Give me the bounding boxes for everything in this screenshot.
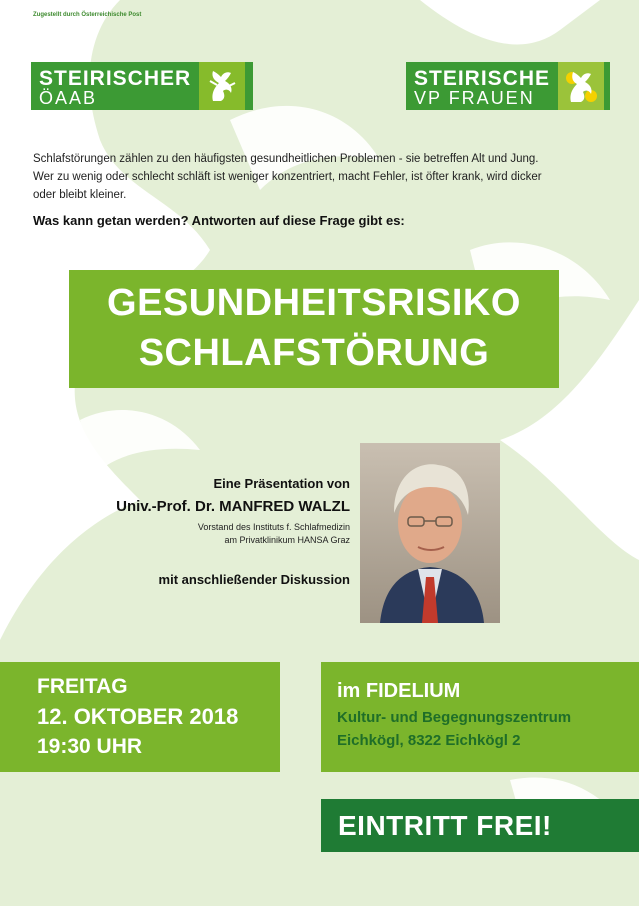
event-day: FREITAG bbox=[37, 675, 128, 698]
speaker-name: Univ.-Prof. Dr. MANFRED WALZL bbox=[116, 498, 350, 515]
styrian-panther-flower-icon bbox=[558, 62, 604, 110]
event-time: 19:30 UHR bbox=[37, 735, 143, 758]
logo-oeaab-line1: STEIRISCHER bbox=[39, 66, 192, 90]
event-title bbox=[69, 270, 559, 388]
venue-address: Eichkögl, 8322 Eichkögl 2 bbox=[337, 732, 521, 749]
intro-line: Schlafstörungen zählen zu den häufigsten gesundheitlichen Problemen - sie betreffen Alt und Jung. bbox=[33, 153, 539, 165]
logo-oeaab-line2: ÖAAB bbox=[39, 87, 98, 108]
question-heading: Was kann getan werden? Antworten auf diese Frage gibt es: bbox=[33, 213, 405, 228]
admission-banner: EINTRITT FREI! bbox=[321, 799, 639, 852]
venue-subtitle: Kultur- und Begegnungszentrum bbox=[337, 709, 572, 726]
venue-name: im FIDELIUM bbox=[337, 680, 461, 702]
event-date-box bbox=[0, 662, 280, 772]
logo-oeaab bbox=[31, 62, 253, 110]
intro-line: Wer zu wenig oder schlecht schläft ist weniger konzentriert, macht Fehler, ist öfter krank, wird dicker bbox=[33, 171, 542, 183]
discussion-note: mit anschließender Diskussion bbox=[158, 572, 350, 587]
speaker-role-line1: Vorstand des Instituts f. Schlafmedizin bbox=[197, 522, 350, 532]
speaker-role-line2: am Privatklinikum HANSA Graz bbox=[224, 535, 350, 545]
logo-vp-frauen-line2: VP FRAUEN bbox=[414, 87, 535, 108]
event-title-line1: GESUNDHEITSRISIKO bbox=[107, 282, 521, 324]
intro-text bbox=[33, 150, 593, 204]
venue-box bbox=[321, 662, 639, 772]
intro-line: oder bleibt kleiner. bbox=[33, 189, 127, 201]
speaker-photo bbox=[360, 443, 500, 623]
logo-vp-frauen bbox=[406, 62, 610, 110]
speaker-role bbox=[198, 521, 350, 547]
logo-vp-frauen-line1: STEIRISCHE bbox=[414, 66, 551, 90]
event-title-line2: SCHLAFSTÖRUNG bbox=[138, 332, 490, 374]
presentation-intro: Eine Präsentation von bbox=[213, 476, 350, 491]
event-date: 12. OKTOBER 2018 bbox=[37, 704, 239, 729]
postal-note: Zugestellt durch Österreichische Post bbox=[33, 12, 142, 18]
styrian-panther-icon bbox=[199, 62, 245, 110]
